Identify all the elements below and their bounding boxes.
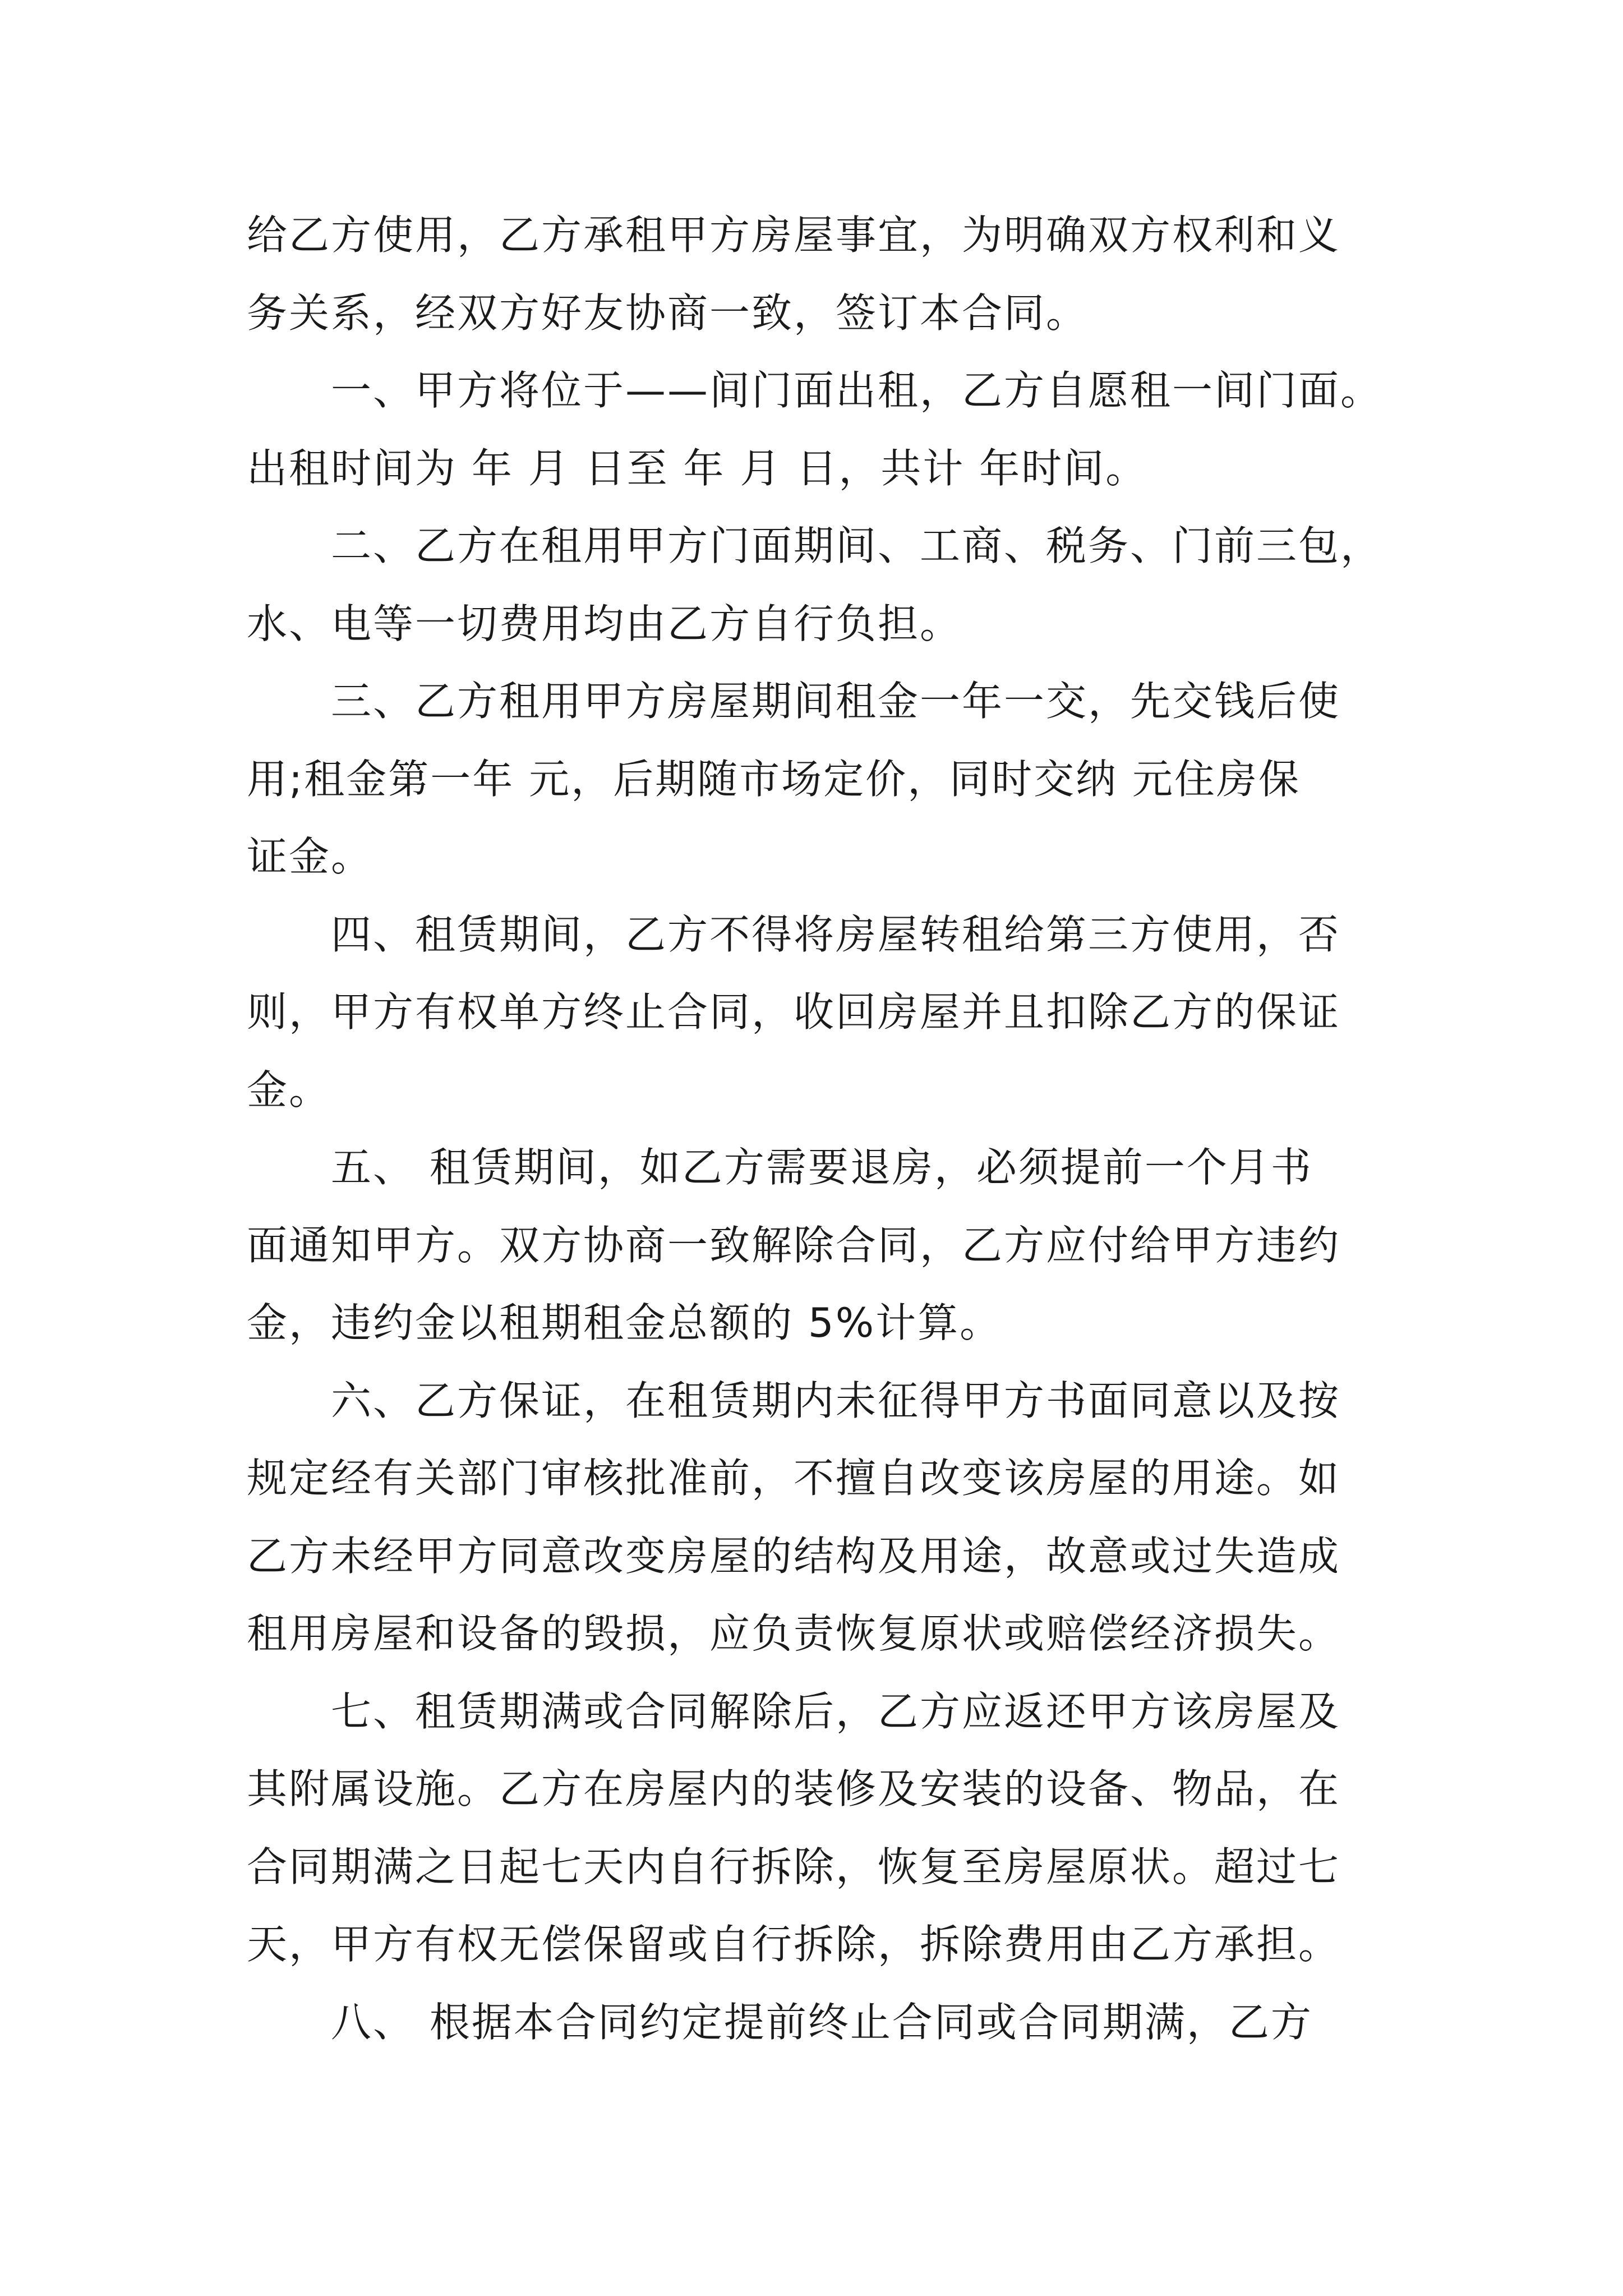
clause-4-line: 四、租赁期间，乙方不得将房屋转租给第三方使用，否	[331, 910, 1341, 958]
clause-8-line: 八、 根据本合同约定提前终止合同或合同期满，乙方	[331, 1998, 1313, 2046]
clause-7-line: 七、租赁期满或合同解除后，乙方应返还甲方该房屋及	[331, 1687, 1341, 1735]
text-line: 乙方未经甲方同意改变房屋的结构及用途，故意或过失造成	[247, 1532, 1341, 1580]
text-line: 租用房屋和设备的毁损，应负责恢复原状或赔偿经济损失。	[247, 1610, 1341, 1657]
text-line: 金。	[247, 1066, 331, 1114]
clause-5-line: 五、 租赁期间，如乙方需要退房，必须提前一个月书	[331, 1144, 1313, 1191]
text-line: 给乙方使用，乙方承租甲方房屋事宜，为明确双方权利和义	[247, 211, 1341, 259]
text-line: 用;租金第一年 元，后期随市场定价，同时交纳 元住房保	[247, 755, 1301, 803]
text-line: 其附属设施。乙方在房屋内的装修及安装的设备、物品，在	[247, 1765, 1341, 1812]
clause-2-line: 二、乙方在租用甲方门面期间、工商、税务、门前三包，	[331, 522, 1383, 569]
text-line: 则，甲方有权单方终止合同，收回房屋并且扣除乙方的保证	[247, 988, 1341, 1036]
text-line: 水、电等一切费用均由乙方自行负担。	[247, 600, 962, 647]
text-line: 证金。	[247, 833, 374, 880]
clause-1-line: 一、甲方将位于——间门面出租，乙方自愿租一间门面。	[331, 367, 1383, 414]
text-line: 金，违约金以租期租金总额的 5%计算。	[247, 1299, 1002, 1346]
text-line: 规定经有关部门审核批准前，不擅自改变该房屋的用途。如	[247, 1455, 1341, 1502]
text-line: 天，甲方有权无偿保留或自行拆除，拆除费用由乙方承担。	[247, 1921, 1341, 1968]
clause-3-line: 三、乙方租用甲方房屋期间租金一年一交，先交钱后使	[331, 678, 1341, 725]
text-line: 面通知甲方。双方协商一致解除合同，乙方应付给甲方违约	[247, 1221, 1341, 1269]
text-line: 出租时间为 年 月 日至 年 月 日，共计 年时间。	[247, 444, 1148, 492]
clause-6-line: 六、乙方保证，在租赁期内未征得甲方书面同意以及按	[331, 1377, 1341, 1424]
text-line: 务关系，经双方好友协商一致，签订本合同。	[247, 289, 1089, 337]
document-page	[247, 196, 1391, 2061]
text-line: 合同期满之日起七天内自行拆除，恢复至房屋原状。超过七	[247, 1843, 1341, 1890]
